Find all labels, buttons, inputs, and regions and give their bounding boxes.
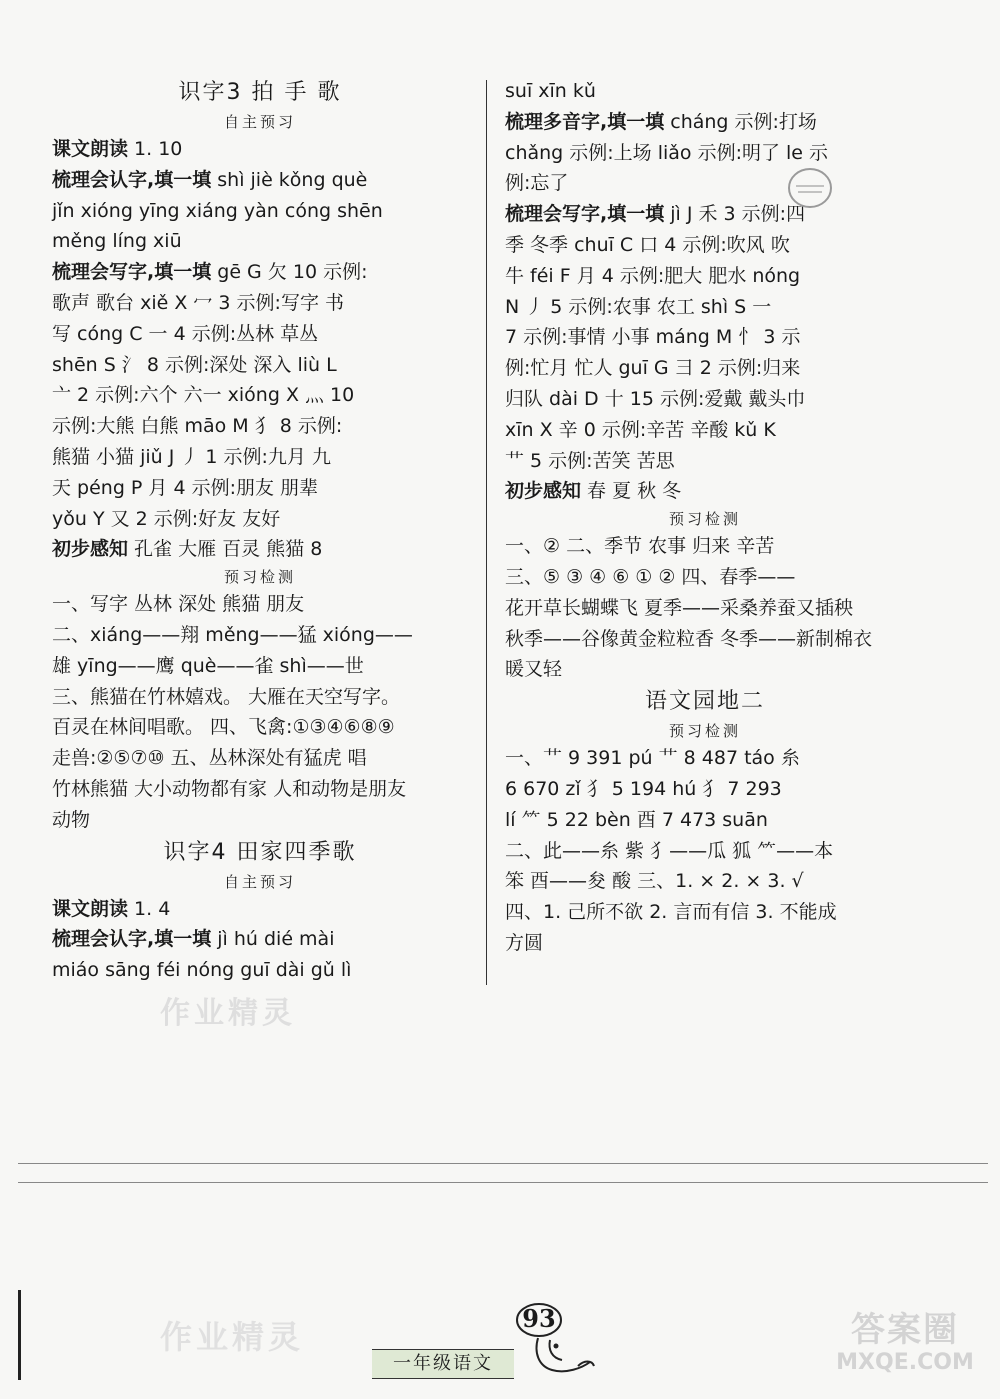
line-text: jì J 禾 3 示例:四 xyxy=(664,203,806,226)
line-text: jì hú dié mài xyxy=(211,928,335,951)
page-number: 93 xyxy=(522,1304,556,1333)
watermark: 作业精灵 xyxy=(160,1318,305,1356)
answer-line: miáo sāng féi nóng guī dài gǔ lì xyxy=(52,959,352,982)
answer-line: 一、艹 9 391 pú 艹 8 487 táo 糸 xyxy=(505,747,800,770)
answer-line: 亠 2 示例:六个 六一 xióng X 灬 10 xyxy=(52,384,355,407)
answer-line: 歌声 歌台 xiě X 冖 3 示例:写字 书 xyxy=(52,291,344,314)
answer-line: 季 冬季 chuī C 口 4 示例:吹风 吹 xyxy=(505,233,790,256)
answer-line: 秋季——谷像黄金粒粒香 冬季——新制棉衣 xyxy=(505,627,873,650)
answer-line: N 丿 5 示例:农事 农工 shì S 一 xyxy=(505,295,772,318)
answer-line: 二、此——糸 紫 犭——瓜 狐 ⺮——本 xyxy=(505,839,834,862)
answer-line: 二、xiáng——翔 měng——猛 xióng—— xyxy=(52,623,413,646)
section-subtitle: 预习检测 xyxy=(668,510,741,529)
answer-line: 一、② 二、季节 农事 归来 辛苦 xyxy=(505,535,775,558)
answer-line: 笨 酉——夋 酸 三、1. × 2. × 3. √ xyxy=(505,870,804,893)
line-text: 春 夏 秋 冬 xyxy=(581,480,682,503)
section-title-yuwen-yuandi: 语文园地二 xyxy=(644,689,765,715)
scan-edge-mark xyxy=(18,1290,21,1380)
line-label: 初步感知 xyxy=(52,538,129,561)
answer-line: 三、熊猫在竹林嬉戏。 大雁在天空写字。 xyxy=(52,685,401,708)
line-text: 孔雀 大雁 百灵 熊猫 8 xyxy=(128,538,323,561)
answer-line xyxy=(52,165,468,196)
answer-line xyxy=(52,257,468,288)
watermark-text: 答案圈 xyxy=(851,1310,959,1350)
answer-line: 百灵在林间唱歌。 四、飞禽:①③④⑥⑧⑨ xyxy=(52,716,395,739)
answer-line: 三、⑤ ③ ④ ⑥ ① ② 四、春季—— xyxy=(505,565,796,588)
stamp-graphic xyxy=(786,164,834,212)
footer-rule xyxy=(18,1182,988,1183)
line-label: 梳理会写字,填一填 xyxy=(505,203,665,226)
line-label: 梳理多音字,填一填 xyxy=(505,110,665,133)
answer-line: 一、写字 丛林 深处 熊猫 朋友 xyxy=(52,593,305,616)
answer-line xyxy=(52,534,468,565)
answer-line xyxy=(505,107,905,138)
answer-line: jǐn xióng yīng xiáng yàn cóng shēn xyxy=(52,199,383,222)
left-column xyxy=(52,76,468,986)
line-text: 1. 10 xyxy=(128,138,183,160)
answer-line: 熊猫 小猫 jiǔ J 丿 1 示例:九月 九 xyxy=(52,445,331,468)
answer-line: 6 670 zǐ 犭 5 194 hú 犭 7 293 xyxy=(505,777,782,800)
answer-line: 暖又轻 xyxy=(505,658,563,681)
watermark-logo xyxy=(820,1310,990,1376)
line-label: 初步感知 xyxy=(505,480,582,503)
answer-line: suī xīn kǔ xyxy=(505,80,596,102)
answer-line: 示例:大熊 白熊 māo M 犭 8 示例: xyxy=(52,415,343,438)
answer-line: 归队 dài D 十 15 示例:爱戴 戴头巾 xyxy=(505,387,806,410)
answer-line: 天 péng P 月 4 示例:朋友 朋辈 xyxy=(52,476,319,499)
section-subtitle: 自主预习 xyxy=(223,872,296,891)
answer-line: 例:忘了 xyxy=(505,172,569,195)
answer-line xyxy=(52,134,468,165)
answer-line: yǒu Y 又 2 示例:好友 友好 xyxy=(52,507,281,530)
answer-line: 走兽:②⑤⑦⑩ 五、丛林深处有猛虎 唱 xyxy=(52,747,367,770)
answer-line: lí ⺮ 5 22 bèn 酉 7 473 suān xyxy=(505,808,768,831)
line-text: shì jiè kǒng què xyxy=(211,168,368,191)
answer-line: chǎng 示例:上场 liǎo 示例:明了 le 示 xyxy=(505,141,829,164)
section-subtitle: 预习检测 xyxy=(668,722,741,741)
watermark: 作业精灵 xyxy=(160,996,296,1031)
watermark-url: MXQE.COM xyxy=(836,1350,974,1375)
answer-line: 雄 yīng——鹰 què——雀 shì——世 xyxy=(52,654,364,677)
section-title-shizi3: 识字3 拍 手 歌 xyxy=(178,80,342,105)
line-text: 1. 4 xyxy=(128,897,171,920)
answer-line xyxy=(505,476,905,507)
answer-line: 竹林熊猫 大小动物都有家 人和动物是朋友 xyxy=(52,777,407,800)
answer-line: 花开草长蝴蝶飞 夏季——采桑养蚕又插秧 xyxy=(505,596,854,619)
section-subtitle: 预习检测 xyxy=(223,568,296,587)
answer-line xyxy=(505,199,905,230)
line-label: 课文朗读 xyxy=(52,897,129,920)
line-label: 梳理会写字,填一填 xyxy=(52,261,212,284)
line-label: 梳理会认字,填一填 xyxy=(52,928,212,951)
answer-line: 动物 xyxy=(52,808,91,831)
right-column xyxy=(505,76,905,959)
answer-line: xīn X 辛 0 示例:辛苦 辛酸 kǔ K xyxy=(505,418,776,441)
line-text: gē G 欠 10 示例: xyxy=(211,261,368,284)
line-label: 课文朗读 xyxy=(52,138,129,160)
answer-line: měng líng xiū xyxy=(52,230,182,253)
section-title-shizi4: 识字4 田家四季歌 xyxy=(163,839,357,865)
line-label: 梳理会认字,填一填 xyxy=(52,168,212,191)
answer-line: 7 示例:事情 小事 máng M 忄 3 示 xyxy=(505,326,801,349)
answer-line: 例:忙月 忙人 guī G 彐 2 示例:归来 xyxy=(505,357,801,380)
column-divider xyxy=(486,80,487,985)
answer-line xyxy=(52,894,468,925)
section-subtitle: 自主预习 xyxy=(223,113,296,131)
answer-line: shēn S 氵 8 示例:深处 深入 liù L xyxy=(52,353,337,376)
answer-line: 四、1. 己所不欲 2. 言而有信 3. 不能成 xyxy=(505,901,837,924)
answer-line: 牛 féi F 月 4 示例:肥大 肥水 nóng xyxy=(505,264,801,287)
footer-label: 一年级语文 xyxy=(372,1349,514,1379)
answer-line: 艹 5 示例:苦笑 苦思 xyxy=(505,449,675,472)
line-text: cháng 示例:打场 xyxy=(664,110,817,133)
answer-line: 方圆 xyxy=(505,931,544,954)
answer-line: 写 cóng C 一 4 示例:丛林 草丛 xyxy=(52,322,319,345)
answer-line xyxy=(52,924,468,955)
footer-rule xyxy=(18,1163,988,1164)
